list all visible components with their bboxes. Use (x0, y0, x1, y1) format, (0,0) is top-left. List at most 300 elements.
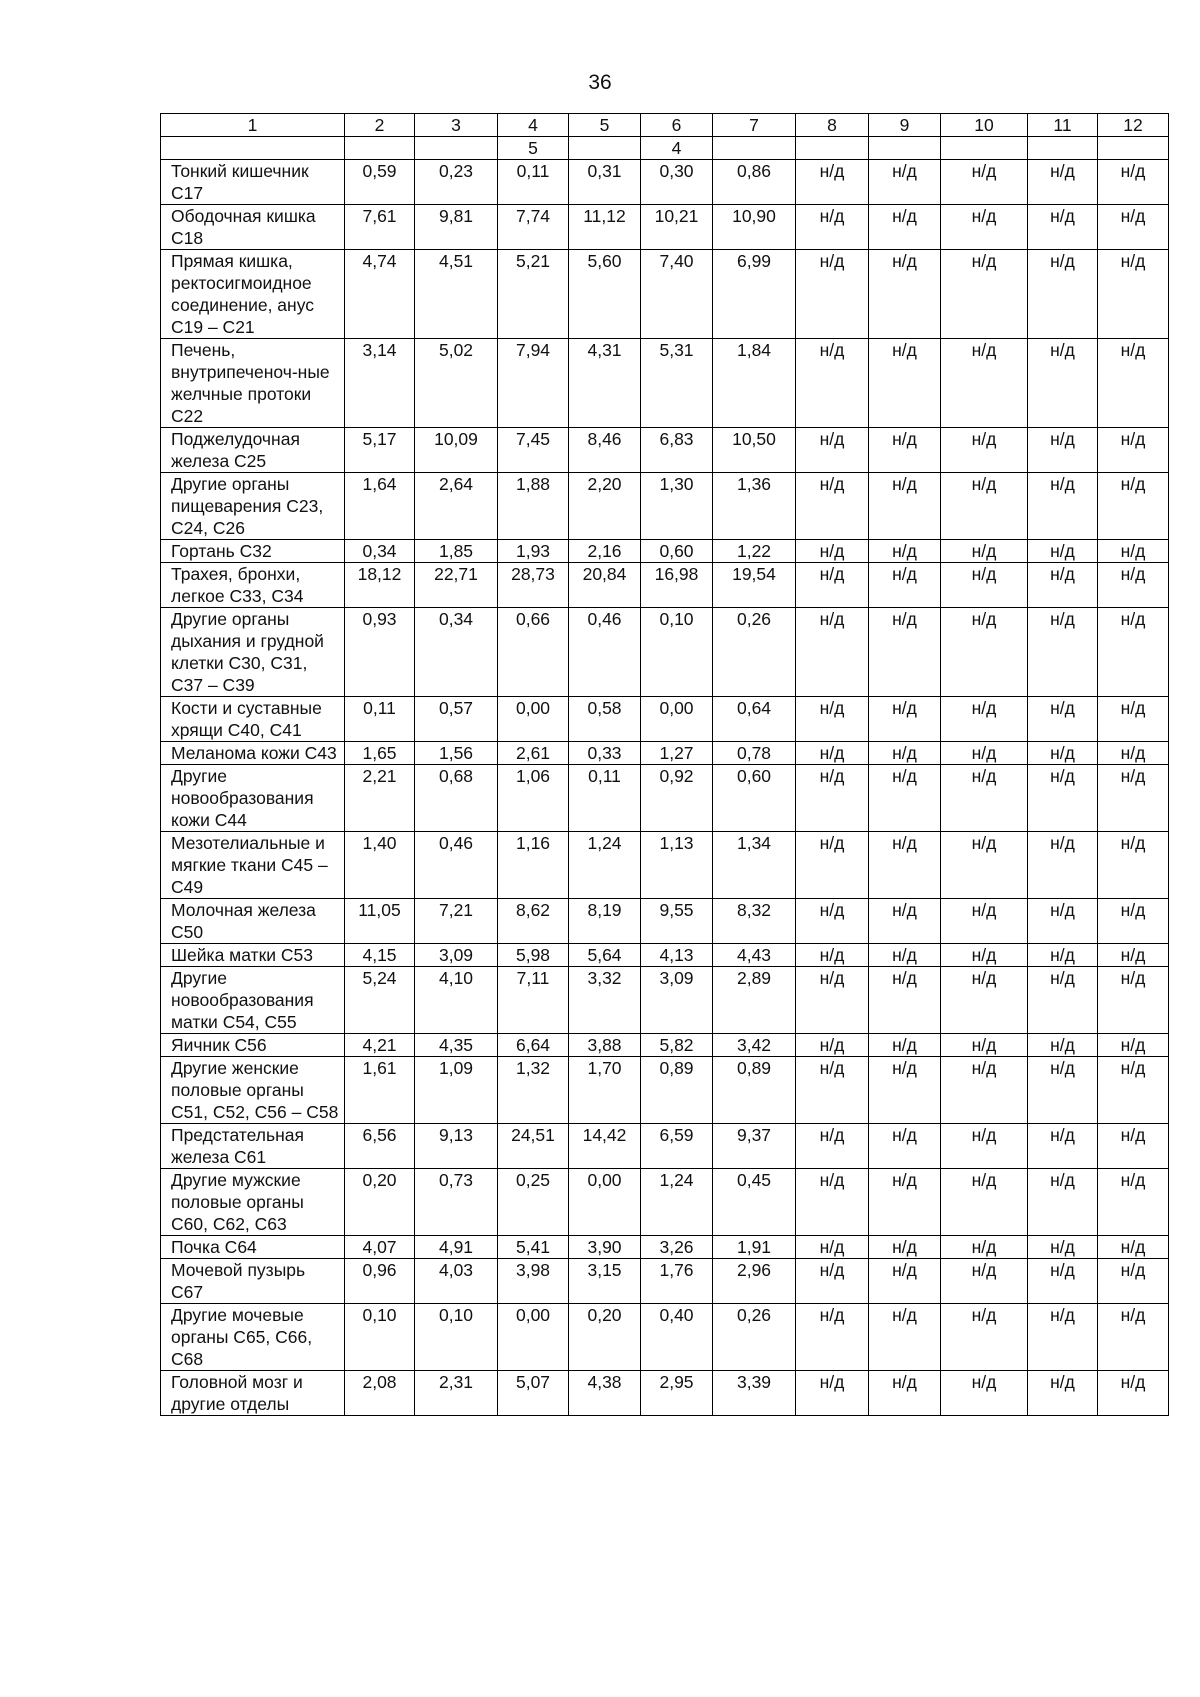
table-cell: 4,51 (415, 250, 498, 339)
table-cell: 0,00 (641, 697, 713, 742)
table-cell: 0,45 (713, 1169, 796, 1236)
table-cell: 14,42 (569, 1124, 641, 1169)
table-row (161, 608, 1169, 697)
table-cell: 0,00 (569, 1169, 641, 1236)
table-cell: 4,38 (569, 1371, 641, 1416)
subheader-cell-10 (941, 137, 1028, 160)
table-row (161, 563, 1169, 608)
table-cell: н/д (796, 1169, 869, 1236)
table-cell: н/д (869, 832, 941, 899)
table-cell: 1,64 (345, 473, 415, 540)
table-cell: н/д (1098, 1124, 1169, 1169)
table-cell: н/д (941, 205, 1028, 250)
table-cell: н/д (1028, 608, 1098, 697)
table-cell: н/д (1098, 1034, 1169, 1057)
subheader-cell-8 (796, 137, 869, 160)
table-cell: н/д (941, 1034, 1028, 1057)
table-cell: 2,96 (713, 1259, 796, 1304)
table-cell: 1,40 (345, 832, 415, 899)
table-cell: н/д (869, 1304, 941, 1371)
table-cell: 0,10 (345, 1304, 415, 1371)
table-cell: 0,33 (569, 742, 641, 765)
table-cell: 7,61 (345, 205, 415, 250)
table-cell: 0,20 (345, 1169, 415, 1236)
table-cell: 0,11 (345, 697, 415, 742)
table-cell: 0,93 (345, 608, 415, 697)
table-cell: н/д (1098, 473, 1169, 540)
table-cell: н/д (1028, 563, 1098, 608)
table-cell: н/д (869, 563, 941, 608)
table-cell: н/д (869, 765, 941, 832)
table-cell: н/д (941, 742, 1028, 765)
table-cell: н/д (1098, 563, 1169, 608)
row-label: Другие женские половые органы С51, С52, С56 – С58 (161, 1057, 345, 1124)
table-cell: н/д (796, 473, 869, 540)
table-cell: 0,10 (641, 608, 713, 697)
table-cell: 0,59 (345, 160, 415, 205)
row-label: Кости и суставные хрящи С40, С41 (161, 697, 345, 742)
table-cell: н/д (869, 899, 941, 944)
column-header-1: 1 (161, 114, 345, 137)
table-cell: н/д (1098, 339, 1169, 428)
row-label: Головной мозг и другие отделы (161, 1371, 345, 1416)
table-cell: 10,21 (641, 205, 713, 250)
table-row (161, 250, 1169, 339)
table-cell: н/д (941, 339, 1028, 428)
table-cell: 0,40 (641, 1304, 713, 1371)
row-label: Яичник С56 (161, 1034, 345, 1057)
table-cell: 3,09 (641, 967, 713, 1034)
column-header-2: 2 (345, 114, 415, 137)
table-cell: н/д (1098, 697, 1169, 742)
table-cell: 3,88 (569, 1034, 641, 1057)
table-cell: н/д (1098, 1169, 1169, 1236)
table-cell: н/д (1098, 944, 1169, 967)
table-cell: н/д (796, 967, 869, 1034)
table-cell: н/д (1098, 428, 1169, 473)
row-label: Почка С64 (161, 1236, 345, 1259)
table-cell: н/д (796, 1034, 869, 1057)
table-row (161, 1236, 1169, 1259)
table-cell: н/д (941, 967, 1028, 1034)
table-cell: н/д (796, 205, 869, 250)
table-cell: 4,31 (569, 339, 641, 428)
table-cell: 2,64 (415, 473, 498, 540)
table-cell: 10,90 (713, 205, 796, 250)
table-cell: н/д (869, 697, 941, 742)
table-cell: н/д (1028, 697, 1098, 742)
table-cell: н/д (869, 1236, 941, 1259)
table-cell: 2,95 (641, 1371, 713, 1416)
row-label: Ободочная кишка С18 (161, 205, 345, 250)
table-cell: 1,61 (345, 1057, 415, 1124)
table-cell: н/д (869, 944, 941, 967)
table-cell: н/д (1028, 944, 1098, 967)
row-label: Печень, внутрипеченоч-ные желчные протоки С22 (161, 339, 345, 428)
table-cell: н/д (1098, 1259, 1169, 1304)
table-cell: н/д (941, 944, 1028, 967)
table-cell: 18,12 (345, 563, 415, 608)
column-header-5: 5 (569, 114, 641, 137)
table-cell: н/д (1028, 832, 1098, 899)
table-cell: н/д (1028, 205, 1098, 250)
table-cell: 0,66 (498, 608, 569, 697)
table-cell: н/д (1028, 1124, 1098, 1169)
table-cell: 3,98 (498, 1259, 569, 1304)
table-cell: 1,16 (498, 832, 569, 899)
table-cell: 0,31 (569, 160, 641, 205)
table-cell: 8,19 (569, 899, 641, 944)
table-cell: н/д (1098, 967, 1169, 1034)
table-cell: н/д (941, 765, 1028, 832)
table-cell: 9,55 (641, 899, 713, 944)
table-cell: н/д (941, 1259, 1028, 1304)
table-row (161, 697, 1169, 742)
table-cell: 0,86 (713, 160, 796, 205)
table-cell: 20,84 (569, 563, 641, 608)
table-cell: н/д (796, 160, 869, 205)
row-label: Другие мочевые органы С65, С66, С68 (161, 1304, 345, 1371)
table-cell: 1,09 (415, 1057, 498, 1124)
table-cell: 0,00 (498, 697, 569, 742)
table-cell: н/д (869, 1034, 941, 1057)
table-cell: н/д (1098, 250, 1169, 339)
table-cell: 6,99 (713, 250, 796, 339)
subheader-cell-5 (569, 137, 641, 160)
row-label: Молочная железа С50 (161, 899, 345, 944)
row-label: Прямая кишка, ректосигмоидное соединение, анус С19 – С21 (161, 250, 345, 339)
table-row (161, 944, 1169, 967)
row-label: Поджелудочная железа С25 (161, 428, 345, 473)
table-cell: н/д (796, 1057, 869, 1124)
table-cell: 7,74 (498, 205, 569, 250)
table-row (161, 1057, 1169, 1124)
table-cell: н/д (796, 1304, 869, 1371)
page-number: 36 (588, 71, 612, 94)
table-cell: н/д (1028, 1034, 1098, 1057)
row-label: Тонкий кишечник С17 (161, 160, 345, 205)
table-cell: 6,64 (498, 1034, 569, 1057)
table-row (161, 832, 1169, 899)
table-row (161, 1259, 1169, 1304)
column-header-4: 4 (498, 114, 569, 137)
table-cell: 0,10 (415, 1304, 498, 1371)
table-cell: 2,20 (569, 473, 641, 540)
table-cell: 4,15 (345, 944, 415, 967)
table-cell: н/д (1028, 1259, 1098, 1304)
table-cell: 0,46 (415, 832, 498, 899)
table-cell: 6,59 (641, 1124, 713, 1169)
table-cell: н/д (1028, 160, 1098, 205)
table-cell: н/д (1098, 1236, 1169, 1259)
table-cell: 2,08 (345, 1371, 415, 1416)
table-row (161, 205, 1169, 250)
table-cell: 0,11 (569, 765, 641, 832)
table-cell: н/д (869, 1371, 941, 1416)
table-cell: н/д (796, 563, 869, 608)
table-cell: н/д (1028, 428, 1098, 473)
table-cell: 11,05 (345, 899, 415, 944)
table-cell: 8,62 (498, 899, 569, 944)
table-cell: 5,41 (498, 1236, 569, 1259)
table-cell: н/д (796, 944, 869, 967)
table-cell: 1,70 (569, 1057, 641, 1124)
column-header-8: 8 (796, 114, 869, 137)
row-label: Другие органы дыхания и грудной клетки С30, С31, С37 – С39 (161, 608, 345, 697)
table-cell: н/д (869, 473, 941, 540)
table-cell: 28,73 (498, 563, 569, 608)
table-cell: н/д (941, 428, 1028, 473)
row-label: Мезотелиальные и мягкие ткани С45 – С49 (161, 832, 345, 899)
table-cell: н/д (1098, 1304, 1169, 1371)
table-cell: н/д (1098, 1057, 1169, 1124)
table-cell: н/д (941, 250, 1028, 339)
table-cell: 5,07 (498, 1371, 569, 1416)
table-row (161, 967, 1169, 1034)
table-cell: 5,21 (498, 250, 569, 339)
table-cell: 16,98 (641, 563, 713, 608)
table-cell: 9,13 (415, 1124, 498, 1169)
table-cell: н/д (796, 899, 869, 944)
table-cell: 0,68 (415, 765, 498, 832)
table-cell: н/д (1028, 473, 1098, 540)
table-cell: 4,91 (415, 1236, 498, 1259)
table-cell: н/д (796, 540, 869, 563)
table-cell: 0,30 (641, 160, 713, 205)
table-cell: 1,32 (498, 1057, 569, 1124)
table-cell: 4,74 (345, 250, 415, 339)
table-cell: 7,21 (415, 899, 498, 944)
table-cell: н/д (869, 1169, 941, 1236)
table-cell: н/д (941, 1057, 1028, 1124)
table-cell: н/д (796, 697, 869, 742)
table-cell: 0,60 (713, 765, 796, 832)
table-row (161, 428, 1169, 473)
table-cell: 0,58 (569, 697, 641, 742)
table-cell: н/д (869, 742, 941, 765)
table-cell: 0,26 (713, 608, 796, 697)
table-cell: 0,89 (641, 1057, 713, 1124)
table-cell: 5,17 (345, 428, 415, 473)
subheader-cell-9 (869, 137, 941, 160)
table-cell: н/д (796, 765, 869, 832)
subheader-cell-12 (1098, 137, 1169, 160)
table-cell: 3,42 (713, 1034, 796, 1057)
table-cell: н/д (941, 540, 1028, 563)
table-cell: н/д (941, 160, 1028, 205)
table-cell: н/д (796, 1371, 869, 1416)
row-label: Гортань С32 (161, 540, 345, 563)
table-cell: 1,91 (713, 1236, 796, 1259)
table-cell: 0,64 (713, 697, 796, 742)
table-cell: н/д (1028, 899, 1098, 944)
table-cell: н/д (1028, 540, 1098, 563)
table-cell: 1,88 (498, 473, 569, 540)
table-cell: н/д (869, 160, 941, 205)
table-cell: 1,65 (345, 742, 415, 765)
table-cell: 4,35 (415, 1034, 498, 1057)
table-row (161, 160, 1169, 205)
table-cell: н/д (941, 697, 1028, 742)
column-header-12: 12 (1098, 114, 1169, 137)
table-cell: 0,46 (569, 608, 641, 697)
header-row (161, 114, 1169, 137)
table-cell: 1,24 (569, 832, 641, 899)
table-cell: 0,60 (641, 540, 713, 563)
table-cell: 5,64 (569, 944, 641, 967)
table-cell: 7,94 (498, 339, 569, 428)
table-row (161, 1169, 1169, 1236)
subheader-cell-6: 4 (641, 137, 713, 160)
table-cell: н/д (796, 608, 869, 697)
table-cell: 3,09 (415, 944, 498, 967)
table-row (161, 765, 1169, 832)
table-cell: 1,13 (641, 832, 713, 899)
table-cell: н/д (1028, 765, 1098, 832)
table-row (161, 339, 1169, 428)
table-cell: н/д (1098, 160, 1169, 205)
table-cell: н/д (796, 1259, 869, 1304)
column-header-3: 3 (415, 114, 498, 137)
table-cell: 1,76 (641, 1259, 713, 1304)
data-table (160, 113, 1169, 1416)
table-cell: 3,15 (569, 1259, 641, 1304)
table-cell: н/д (941, 1236, 1028, 1259)
table-cell: 1,30 (641, 473, 713, 540)
row-label: Другие новообразования кожи С44 (161, 765, 345, 832)
table-cell: 1,06 (498, 765, 569, 832)
table-cell: н/д (869, 540, 941, 563)
table-cell: н/д (941, 473, 1028, 540)
table-cell: 19,54 (713, 563, 796, 608)
table-cell: н/д (869, 339, 941, 428)
table-cell: н/д (941, 1124, 1028, 1169)
table-cell: 0,00 (498, 1304, 569, 1371)
table-cell: н/д (1028, 1169, 1098, 1236)
table-cell: н/д (941, 608, 1028, 697)
table-cell: 0,96 (345, 1259, 415, 1304)
table-cell: н/д (941, 899, 1028, 944)
table-cell: 5,82 (641, 1034, 713, 1057)
table-body (161, 160, 1169, 1416)
table-cell: н/д (1098, 899, 1169, 944)
table-cell: 8,32 (713, 899, 796, 944)
table-cell: 2,16 (569, 540, 641, 563)
table-cell: 5,98 (498, 944, 569, 967)
table-cell: 0,11 (498, 160, 569, 205)
table-cell: 5,31 (641, 339, 713, 428)
table-cell: 0,92 (641, 765, 713, 832)
table-cell: н/д (1028, 742, 1098, 765)
table-cell: 4,10 (415, 967, 498, 1034)
row-label: Другие новообразования матки С54, С55 (161, 967, 345, 1034)
table-cell: 1,34 (713, 832, 796, 899)
table-cell: 0,34 (415, 608, 498, 697)
table-cell: н/д (1028, 1057, 1098, 1124)
table-cell: 2,89 (713, 967, 796, 1034)
subheader-cell-4: 5 (498, 137, 569, 160)
table-cell: 9,37 (713, 1124, 796, 1169)
table-cell: 4,43 (713, 944, 796, 967)
table-cell: 0,78 (713, 742, 796, 765)
row-label: Другие органы пищеварения С23, С24, С26 (161, 473, 345, 540)
table-cell: 24,51 (498, 1124, 569, 1169)
table-cell: н/д (869, 608, 941, 697)
table-cell: 0,89 (713, 1057, 796, 1124)
table-cell: н/д (796, 339, 869, 428)
table-cell: 2,31 (415, 1371, 498, 1416)
table-cell: н/д (1098, 765, 1169, 832)
table-cell: 1,24 (641, 1169, 713, 1236)
table-cell: 7,11 (498, 967, 569, 1034)
row-label: Мочевой пузырь С67 (161, 1259, 345, 1304)
table-cell: н/д (869, 1259, 941, 1304)
table-cell: 4,07 (345, 1236, 415, 1259)
table-row (161, 1124, 1169, 1169)
table-cell: 3,90 (569, 1236, 641, 1259)
table-cell: н/д (1098, 608, 1169, 697)
column-header-7: 7 (713, 114, 796, 137)
table-cell: 5,02 (415, 339, 498, 428)
row-label: Другие мужские половые органы С60, С62, С63 (161, 1169, 345, 1236)
subheader-cell-2 (345, 137, 415, 160)
table-cell: н/д (796, 428, 869, 473)
table-cell: 1,27 (641, 742, 713, 765)
subheader-row (161, 137, 1169, 160)
table-cell: 1,93 (498, 540, 569, 563)
table-cell: н/д (796, 250, 869, 339)
table-cell: 2,61 (498, 742, 569, 765)
table-cell: н/д (1098, 540, 1169, 563)
table-cell: н/д (1098, 205, 1169, 250)
table-cell: н/д (869, 205, 941, 250)
subheader-cell-11 (1028, 137, 1098, 160)
table-cell: н/д (869, 250, 941, 339)
table-cell: н/д (1028, 1236, 1098, 1259)
subheader-cell-3 (415, 137, 498, 160)
table-cell: н/д (1028, 339, 1098, 428)
table-cell: 0,73 (415, 1169, 498, 1236)
table-row (161, 899, 1169, 944)
table-row (161, 473, 1169, 540)
column-header-10: 10 (941, 114, 1028, 137)
table-cell: 0,26 (713, 1304, 796, 1371)
table-cell: 0,34 (345, 540, 415, 563)
table-cell: 1,84 (713, 339, 796, 428)
row-label: Меланома кожи С43 (161, 742, 345, 765)
table-cell: 10,50 (713, 428, 796, 473)
table-cell: 1,85 (415, 540, 498, 563)
table-cell: н/д (941, 1371, 1028, 1416)
subheader-cell-1 (161, 137, 345, 160)
column-header-11: 11 (1028, 114, 1098, 137)
table-cell: 7,45 (498, 428, 569, 473)
table-cell: 11,12 (569, 205, 641, 250)
table-row (161, 540, 1169, 563)
table-cell: н/д (796, 742, 869, 765)
table-cell: н/д (941, 832, 1028, 899)
table-cell: 3,26 (641, 1236, 713, 1259)
table-cell: 0,23 (415, 160, 498, 205)
subheader-cell-7 (713, 137, 796, 160)
table-cell: н/д (1028, 1304, 1098, 1371)
table-cell: 7,40 (641, 250, 713, 339)
table-cell: 4,21 (345, 1034, 415, 1057)
table-cell: н/д (941, 1169, 1028, 1236)
table-cell: 3,39 (713, 1371, 796, 1416)
table-cell: н/д (869, 1057, 941, 1124)
table-cell: 3,32 (569, 967, 641, 1034)
